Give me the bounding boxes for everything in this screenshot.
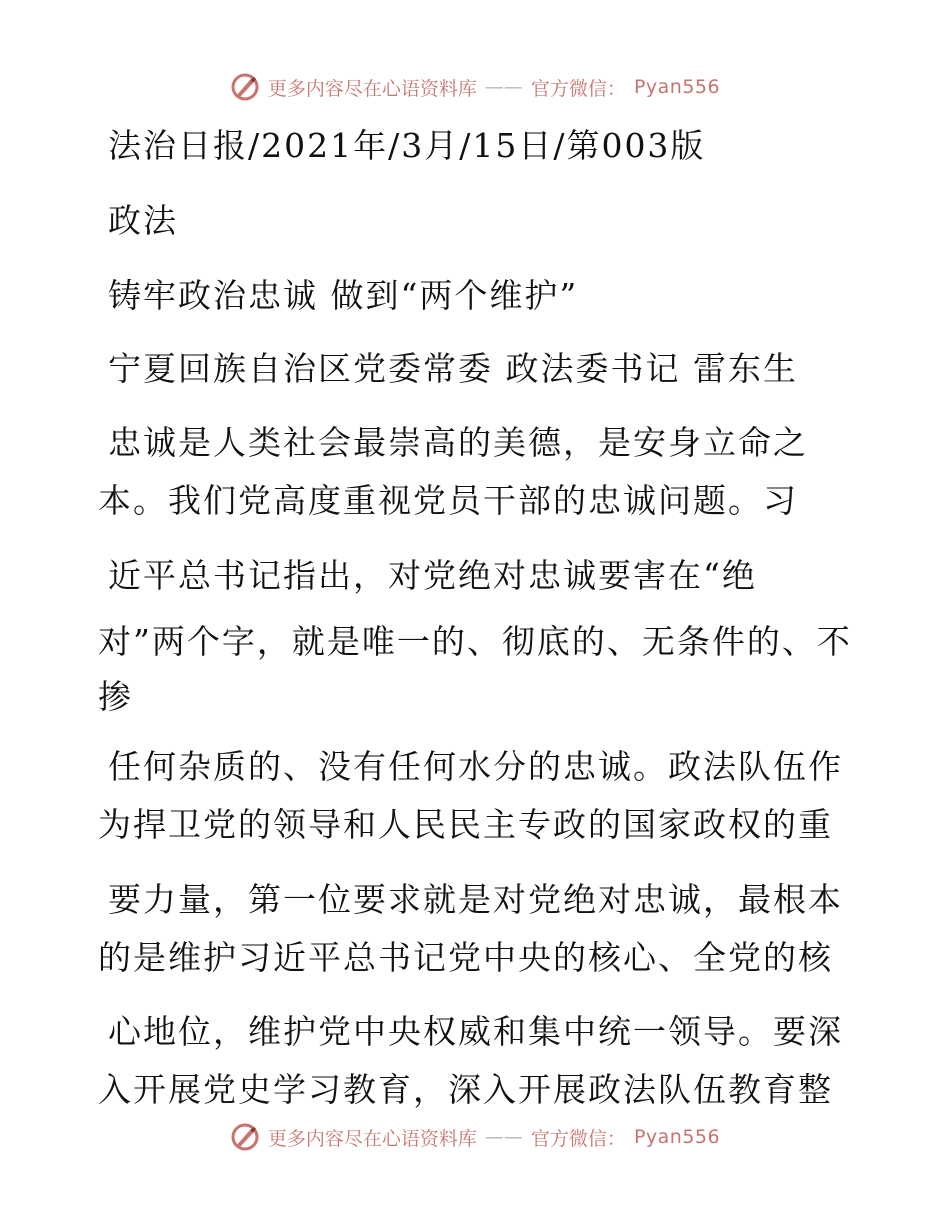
body-line: 本。我们党高度重视党员干部的忠诚问题。习 — [98, 481, 798, 520]
article-title: 铸牢政治忠诚 做到“两个维护” — [108, 276, 579, 315]
body-line: 要力量，第一位要求就是对党绝对忠诚，最根本 — [108, 880, 843, 919]
watermark-wechat-label: 官方微信： — [530, 77, 626, 100]
body-line: 近平总书记指出，对党绝对忠诚要害在“绝 — [108, 556, 757, 595]
footer-watermark — [0, 1122, 950, 1152]
watermark-text: 更多内容尽在心语资料库 — [267, 1127, 477, 1150]
section-label: 政法 — [108, 201, 178, 240]
body-line: 为捍卫党的领导和人民民主专政的国家政权的重 — [98, 805, 833, 844]
body-line: 任何杂质的、没有任何水分的忠诚。政法队伍作 — [108, 747, 843, 786]
watermark-separator: —— — [484, 1126, 523, 1148]
pen-logo-icon — [230, 1122, 260, 1152]
body-line: 忠诚是人类社会最崇高的美德，是安身立命之 — [108, 423, 808, 462]
article-author: 宁夏回族自治区党委常委 政法委书记 雷东生 — [108, 349, 798, 388]
body-line: 对”两个字，就是唯一的、彻底的、无条件的、不掺 — [98, 622, 852, 716]
watermark-wechat-id: Pyan556 — [633, 1126, 721, 1148]
watermark-wechat-id: Pyan556 — [633, 76, 721, 98]
body-line: 入开展党史学习教育，深入开展政法队伍教育整 — [98, 1070, 833, 1109]
body-line: 的是维护习近平总书记党中央的核心、全党的核 — [98, 938, 833, 977]
header-watermark — [0, 72, 950, 102]
pen-logo-icon — [230, 72, 260, 102]
watermark-wechat-label: 官方微信： — [530, 1127, 626, 1150]
watermark-separator: —— — [484, 76, 523, 98]
article-source-line: 法治日报/2021年/3月/15日/第003版 — [108, 126, 706, 165]
body-line: 心地位，维护党中央权威和集中统一领导。要深 — [108, 1012, 843, 1051]
watermark-text: 更多内容尽在心语资料库 — [267, 77, 477, 100]
